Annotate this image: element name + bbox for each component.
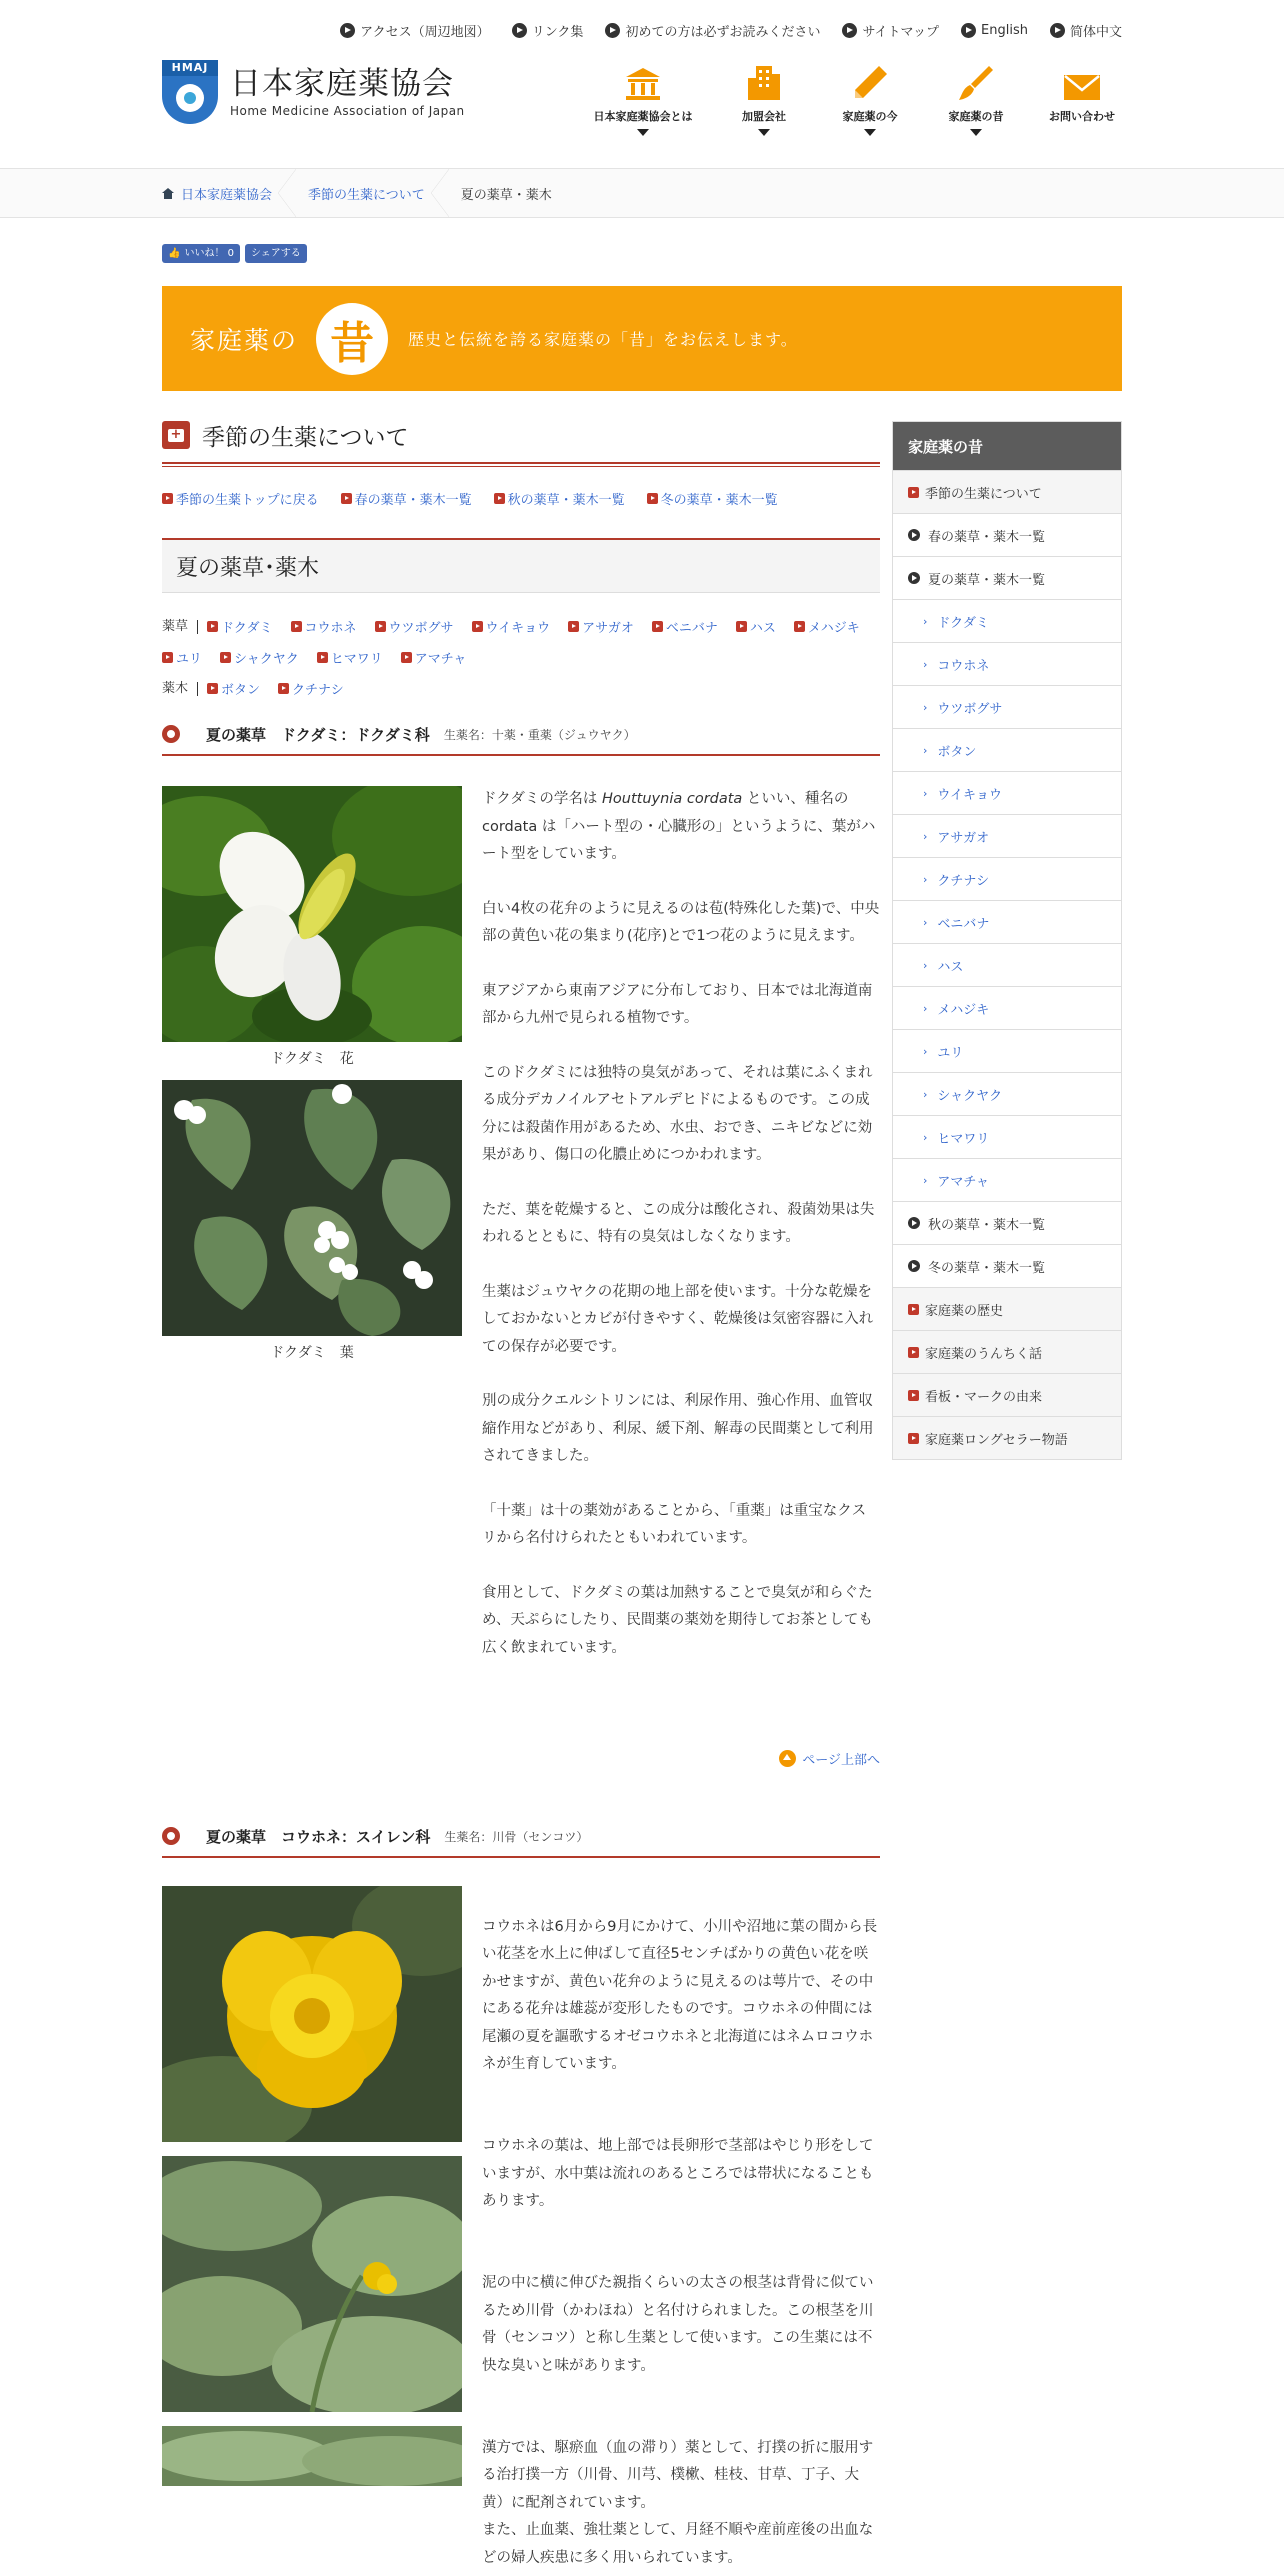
chevron-right-icon: › bbox=[923, 1001, 928, 1015]
ring-bullet-icon bbox=[162, 725, 180, 743]
ring-bullet-icon bbox=[162, 1827, 180, 1845]
sidebar-item-plant[interactable]: › シャクヤク bbox=[893, 1072, 1121, 1115]
link-winter-list[interactable]: 冬の薬草・薬木一覧 bbox=[647, 489, 778, 508]
arrow-square-icon bbox=[908, 1304, 919, 1315]
page-title: 季節の生薬について bbox=[202, 424, 409, 451]
sidebar-item-plant[interactable]: › アサガオ bbox=[893, 814, 1121, 857]
sidebar-item-seasonal[interactable]: 季節の生薬について bbox=[893, 470, 1121, 513]
link-seasonal-top[interactable]: 季節の生薬トップに戻る bbox=[162, 489, 319, 508]
hmaj-emblem-icon: HMAJ bbox=[162, 60, 218, 124]
herb-link[interactable]: ドクダミ bbox=[207, 617, 272, 636]
herb-link[interactable]: ウイキョウ bbox=[472, 617, 551, 636]
herb-link[interactable]: アマチャ bbox=[401, 648, 467, 667]
chevron-right-icon: › bbox=[923, 614, 928, 628]
arrow-square-icon bbox=[162, 652, 173, 663]
office-building-icon bbox=[724, 60, 804, 102]
arrow-square-icon bbox=[207, 683, 218, 694]
title-divider bbox=[162, 462, 880, 467]
plant-index: 薬草 ドクダミ コウホネ ウツボグサ ウイキョウ アサガオ ベニバナ ハス メハジキ ユリ シャクヤク ヒマワリ アマチャ 薬木 ボタン クチナシ bbox=[162, 618, 860, 698]
sidebar-item-longsellers[interactable]: 家庭薬ロングセラー物語 bbox=[893, 1416, 1121, 1459]
nav-past[interactable]: 家庭薬の昔 bbox=[936, 60, 1016, 136]
sidebar-item-plant[interactable]: › ベニバナ bbox=[893, 900, 1121, 943]
arrow-square-icon bbox=[220, 652, 231, 663]
herb-link[interactable]: メハジキ bbox=[794, 617, 860, 636]
chevron-right-icon: › bbox=[923, 657, 928, 671]
sidebar-item-autumn[interactable]: 秋の薬草・薬木一覧 bbox=[893, 1201, 1121, 1244]
home-icon bbox=[162, 188, 174, 199]
sidebar-item-plant[interactable]: › アマチャ bbox=[893, 1158, 1121, 1201]
utility-nav bbox=[0, 18, 1284, 42]
arrow-square-icon bbox=[375, 621, 386, 632]
photo-caption: ドクダミ 花 bbox=[270, 1051, 354, 1067]
sidebar-item-plant[interactable]: › ヒマワリ bbox=[893, 1115, 1121, 1158]
breadcrumb bbox=[0, 168, 1284, 218]
arrow-square-icon bbox=[162, 493, 173, 504]
sidebar-item-plant[interactable]: › ドクダミ bbox=[893, 599, 1121, 642]
sidebar-item-plant[interactable]: › コウホネ bbox=[893, 642, 1121, 685]
pencil-icon bbox=[830, 60, 910, 102]
chevron-right-icon: › bbox=[923, 829, 928, 843]
dropdown-arrow-icon bbox=[758, 129, 770, 136]
arrow-square-icon bbox=[317, 652, 328, 663]
sidebar-item-plant[interactable]: › ハス bbox=[893, 943, 1121, 986]
link-spring-list[interactable]: 春の薬草・薬木一覧 bbox=[341, 489, 472, 508]
kouhone-flower-photo bbox=[162, 1886, 462, 2142]
arrow-square-icon bbox=[908, 1390, 919, 1401]
chevron-right-icon: › bbox=[923, 1044, 928, 1058]
chevron-right-icon: › bbox=[923, 1130, 928, 1144]
herb-link[interactable]: コウホネ bbox=[291, 617, 357, 636]
utility-link-sitemap[interactable]: サイトマップ bbox=[842, 18, 939, 42]
arrow-icon bbox=[961, 23, 976, 38]
sidebar-item-summer[interactable]: 夏の薬草・薬木一覧 bbox=[893, 556, 1121, 599]
arrow-square-icon bbox=[494, 493, 505, 504]
dokudami-flower-photo bbox=[162, 786, 462, 1042]
banner-kanji-badge: 昔 bbox=[316, 303, 388, 375]
brush-icon bbox=[936, 60, 1016, 102]
main-content bbox=[162, 418, 880, 2568]
sidebar-item-plant[interactable]: › ボタン bbox=[893, 728, 1121, 771]
kouhone-description: コウホネは6月から9月にかけて、小川や沼地に葉の間から長い花茎を水上に伸ばして直径5センチばかりの黄色い花を咲かせますが、黄色い花弁のように見えるのは萼片で、その中にある花弁は雄蕊が変形したものです。コウホネの仲間には尾瀬の夏を謳歌するオゼコウホネと北海道にはネムロコウホネが生育しています。 コウホネの葉は、地上部では長卵形で茎部はやじり形をしていますが、水中葉は流れのあるところでは帯状になることもあります。 泥の中に横に伸びた親指くらいの太さの根茎は背骨に似ているため川骨（かわほね）と名付けられました。この根茎を川骨（センコツ）と称し生薬として使います。この生薬には不快な臭いと味があります。 漢方では、駆瘀血（血の滞り）薬として、打撲の折に服用する治打撲一方（川骨、川芎、樸樕、桂枝、甘草、丁子、大黄）に配剤されています。 また、止血薬、強壮薬として、月経不順や産前産後の出血などの婦人疾患に多く用いられています。 bbox=[482, 1918, 878, 2566]
herb-link[interactable]: シャクヤク bbox=[220, 648, 299, 667]
medicine-kit-icon bbox=[162, 421, 190, 449]
chevron-right-icon: › bbox=[923, 915, 928, 929]
arrow-circle-icon bbox=[908, 1260, 920, 1272]
dokudami-leaf-photo bbox=[162, 1080, 462, 1336]
arrow-square-icon bbox=[568, 621, 579, 632]
arrow-square-icon bbox=[291, 621, 302, 632]
nav-about[interactable]: 日本家庭薬協会とは bbox=[588, 60, 698, 136]
utility-link-links[interactable]: リンク集 bbox=[512, 18, 584, 42]
arrow-square-icon bbox=[908, 487, 919, 498]
arrow-square-icon bbox=[908, 1347, 919, 1358]
photo-caption: ドクダミ 葉 bbox=[270, 1345, 354, 1361]
arrow-square-icon bbox=[401, 652, 412, 663]
nav-now[interactable]: 家庭薬の今 bbox=[830, 60, 910, 136]
herb-link[interactable]: ユリ bbox=[162, 648, 202, 667]
chevron-right-icon: › bbox=[923, 1087, 928, 1101]
arrow-icon bbox=[842, 23, 857, 38]
chevron-right-icon: › bbox=[923, 700, 928, 714]
nav-members[interactable]: 加盟会社 bbox=[724, 60, 804, 136]
chevron-right-icon: › bbox=[923, 786, 928, 800]
sidebar-item-plant[interactable]: › ユリ bbox=[893, 1029, 1121, 1072]
site-name-english: Home Medicine Association of Japan bbox=[230, 104, 465, 118]
kouhone-photo-3 bbox=[162, 2426, 462, 2486]
chevron-right-icon: › bbox=[923, 1173, 928, 1187]
tree-link[interactable]: ボタン bbox=[207, 679, 260, 698]
arrow-square-icon bbox=[472, 621, 483, 632]
arrow-circle-icon bbox=[908, 529, 920, 541]
sidebar-item-winter[interactable]: 冬の薬草・薬木一覧 bbox=[893, 1244, 1121, 1287]
utility-link-access[interactable]: アクセス（周辺地図） bbox=[340, 18, 490, 42]
facebook-share-button[interactable]: シェアする bbox=[245, 244, 307, 263]
kouhone-section: 夏の薬草 コウホネ：スイレン科 生薬名：川骨（センコツ） コウホネは6月から9月にかけて、小川や沼地に葉の間から長い花茎を水上に伸ばして直径5センチばかりの黄色い花を咲かせますが、黄色い花弁のように見えるのは萼片で、その中にある花弁は雄蕊が変形したものです。コウホネの仲間には尾瀬の夏を謳歌するオゼコウホネと北海道にはネムロコウホネが生育しています。 コウホネの葉は、地上部では長卵形で茎部はやじり形をしていますが、水中葉は流れのあるところでは帯状になることもあります。 泥の中に横に伸びた親指くらいの太さの根茎は背骨に似ているため川骨（かわほね）と名付けられました。この根茎を川骨（センコツ）と称し生薬として使います。この生薬には不快な臭いと味があります。 漢方では、駆瘀血（血の滞り）薬として、打撲の折に服用する治打撲一方（川骨、川芎、樸樕、桂枝、甘草、丁子、大黄）に配剤されています。 また、止血薬、強壮薬として、月経不順や産前産後の出血などの婦人疾患に多く用いられています。 bbox=[162, 1822, 880, 2568]
sidebar-item-plant[interactable]: › ウツボグサ bbox=[893, 685, 1121, 728]
utility-link-english[interactable]: English bbox=[961, 18, 1028, 42]
link-autumn-list[interactable]: 秋の薬草・薬木一覧 bbox=[494, 489, 625, 508]
herb-link[interactable]: アサガオ bbox=[568, 617, 634, 636]
arrow-square-icon bbox=[794, 621, 805, 632]
global-nav bbox=[588, 60, 1122, 136]
breadcrumb-current: 夏の薬草・薬木 bbox=[460, 187, 552, 203]
utility-link-chinese[interactable]: 简体中文 bbox=[1050, 18, 1122, 42]
dropdown-arrow-icon bbox=[970, 129, 982, 136]
sidebar-heading: 家庭薬の昔 bbox=[893, 422, 1121, 470]
arrow-square-icon bbox=[278, 683, 289, 694]
building-columns-icon bbox=[588, 60, 698, 102]
arrow-icon bbox=[1050, 23, 1065, 38]
sidebar-item-plant[interactable]: › メハジキ bbox=[893, 986, 1121, 1029]
site-name: 日本家庭薬協会 bbox=[230, 66, 454, 102]
season-links bbox=[162, 489, 880, 508]
sidebar bbox=[892, 421, 1122, 1460]
arrow-circle-icon bbox=[908, 572, 920, 584]
sidebar-item-plant[interactable]: › クチナシ bbox=[893, 857, 1121, 900]
chevron-right-icon: › bbox=[923, 958, 928, 972]
kouhone-pond-photo bbox=[162, 2156, 462, 2412]
sidebar-item-spring[interactable]: 春の薬草・薬木一覧 bbox=[893, 513, 1121, 556]
envelope-icon bbox=[1042, 60, 1122, 102]
dropdown-arrow-icon bbox=[637, 129, 649, 136]
arrow-square-icon bbox=[647, 493, 658, 504]
arrow-icon bbox=[605, 23, 620, 38]
dokudami-description: ドクダミの学名は Houttuynia cordata といい、種名の cordata は「ハート型の・心臓形の」というように、葉がハート型をしています。 白い4枚の花弁のように見えるのは苞(特殊化した葉)で、中央部の黄色い花の集まり(花序)とで1つ花のように見えます。 東アジアから東南アジアに分布しており、日本では北海道南部から九州で見られる植物です。 このドクダミには独特の臭気があって、それは葉にふくまれる成分デカノイルアセトアルデヒドによるものです。この成分には殺菌作用があるため、水虫、おでき、ニキビなどに効果があり、傷口の化膿止めにつかわれます。 ただ、葉を乾燥すると、この成分は酸化され、殺菌効果は失われるとともに、特有の臭気はしなくなります。 生薬はジュウヤクの花期の地上部を使います。十分な乾燥をしておかないとカビが付きやすく、乾燥後は気密容器に入れての保存が必要です。 別の成分クエルシトリンには、利尿作用、強心作用、血管収縮作用などがあり、利尿、緩下剤、解毒の民間薬として利用されてきました。 「十薬」は十の薬効があることから、「重薬」は重宝なクスリから名付けられたともいわれています。 食用として、ドクダミの葉は加熱することで臭気が和らぐため、天ぷらにしたり、民間薬の薬効を期待してお茶としても広く飲まれています。 bbox=[482, 791, 880, 1656]
arrow-square-icon bbox=[652, 621, 663, 632]
arrow-square-icon bbox=[341, 493, 352, 504]
dropdown-arrow-icon bbox=[864, 129, 876, 136]
sidebar-item-signboards[interactable]: 看板・マークの由来 bbox=[893, 1373, 1121, 1416]
breadcrumb-home[interactable]: 日本家庭薬協会 bbox=[162, 169, 298, 217]
herb-link[interactable]: ヒマワリ bbox=[317, 648, 383, 667]
dokudami-section: 夏の薬草 ドクダミ：ドクダミ科 生薬名：十薬・重薬（ジュウヤク） ドクダミ 花 ドクダミ 葉 ドクダミの学名は Houttuynia cordata といい、種名の cordata は「ハート型の・心臓形の」というように、葉がハート型をしています。 白い4枚の花弁のように見えるのは苞(特殊化した葉)で、中央部の黄色い花の集まり(花序)とで1つ花のように見えます。 東アジアから東南アジアに分布しており、日本では北海道南部から九州で見られる植物です。 このドクダミには独特の臭気があって、それは葉にふくまれる成分デカノイルアセトアルデヒドによるものです。この成分には殺菌作用があるため、水虫、おでき、ニキビなどに効果があり、傷口の化膿止めにつかわれます。 ただ、葉を乾燥すると、この成分は酸化され、殺菌効果は失われるとともに、特有の臭気はしなくなります。 生薬はジュウヤクの花期の地上部を使います。十分な乾燥をしておかないとカビが付きやすく、乾燥後は気密容器に入れての保存が必要です。 別の成分クエルシトリンには、利尿作用、強心作用、血管収縮作用などがあり、利尿、緩下剤、解毒の民間薬として利用されてきました。 「十薬」は十の薬効があることから、「重薬」は重宝なクスリから名付けられたともいわれています。 食用として、ドクダミの葉は加熱することで臭気が和らぐため、天ぷらにしたり、民間薬の薬効を期待してお茶としても広く飲まれています。 bbox=[162, 720, 880, 1689]
arrow-circle-icon bbox=[908, 1217, 920, 1229]
herb-link[interactable]: ハス bbox=[736, 617, 776, 636]
thumbs-up-icon: 👍 bbox=[168, 248, 181, 259]
tree-link[interactable]: クチナシ bbox=[278, 679, 344, 698]
page-top-link[interactable]: ページ上部へ bbox=[162, 1749, 880, 1768]
sidebar-item-history[interactable]: 家庭薬の歴史 bbox=[893, 1287, 1121, 1330]
arrow-square-icon bbox=[207, 621, 218, 632]
arrow-icon bbox=[512, 23, 527, 38]
sidebar-item-trivia[interactable]: 家庭薬のうんちく話 bbox=[893, 1330, 1121, 1373]
herb-link[interactable]: ウツボグサ bbox=[375, 617, 454, 636]
chevron-right-icon: › bbox=[923, 743, 928, 757]
social-buttons bbox=[162, 244, 307, 263]
facebook-like-button[interactable]: 👍 いいね！ 0 bbox=[162, 244, 240, 263]
breadcrumb-seasonal[interactable]: 季節の生薬について bbox=[298, 169, 451, 217]
nav-contact[interactable]: お問い合わせ bbox=[1042, 60, 1122, 136]
herb-link[interactable]: ベニバナ bbox=[652, 617, 718, 636]
sidebar-item-plant[interactable]: › ウイキョウ bbox=[893, 771, 1121, 814]
utility-link-first-time[interactable]: 初めての方は必ずお読みください bbox=[605, 18, 820, 42]
arrow-square-icon bbox=[908, 1433, 919, 1444]
chevron-right-icon: › bbox=[923, 872, 928, 886]
arrow-up-icon bbox=[779, 1750, 796, 1767]
section-banner: 家庭薬の 昔 歴史と伝統を誇る家庭薬の「昔」をお伝えします。 bbox=[162, 286, 1122, 391]
site-logo[interactable] bbox=[162, 60, 465, 124]
summer-heading: 夏の薬草･薬木 bbox=[162, 538, 880, 593]
arrow-square-icon bbox=[736, 621, 747, 632]
arrow-icon bbox=[340, 23, 355, 38]
